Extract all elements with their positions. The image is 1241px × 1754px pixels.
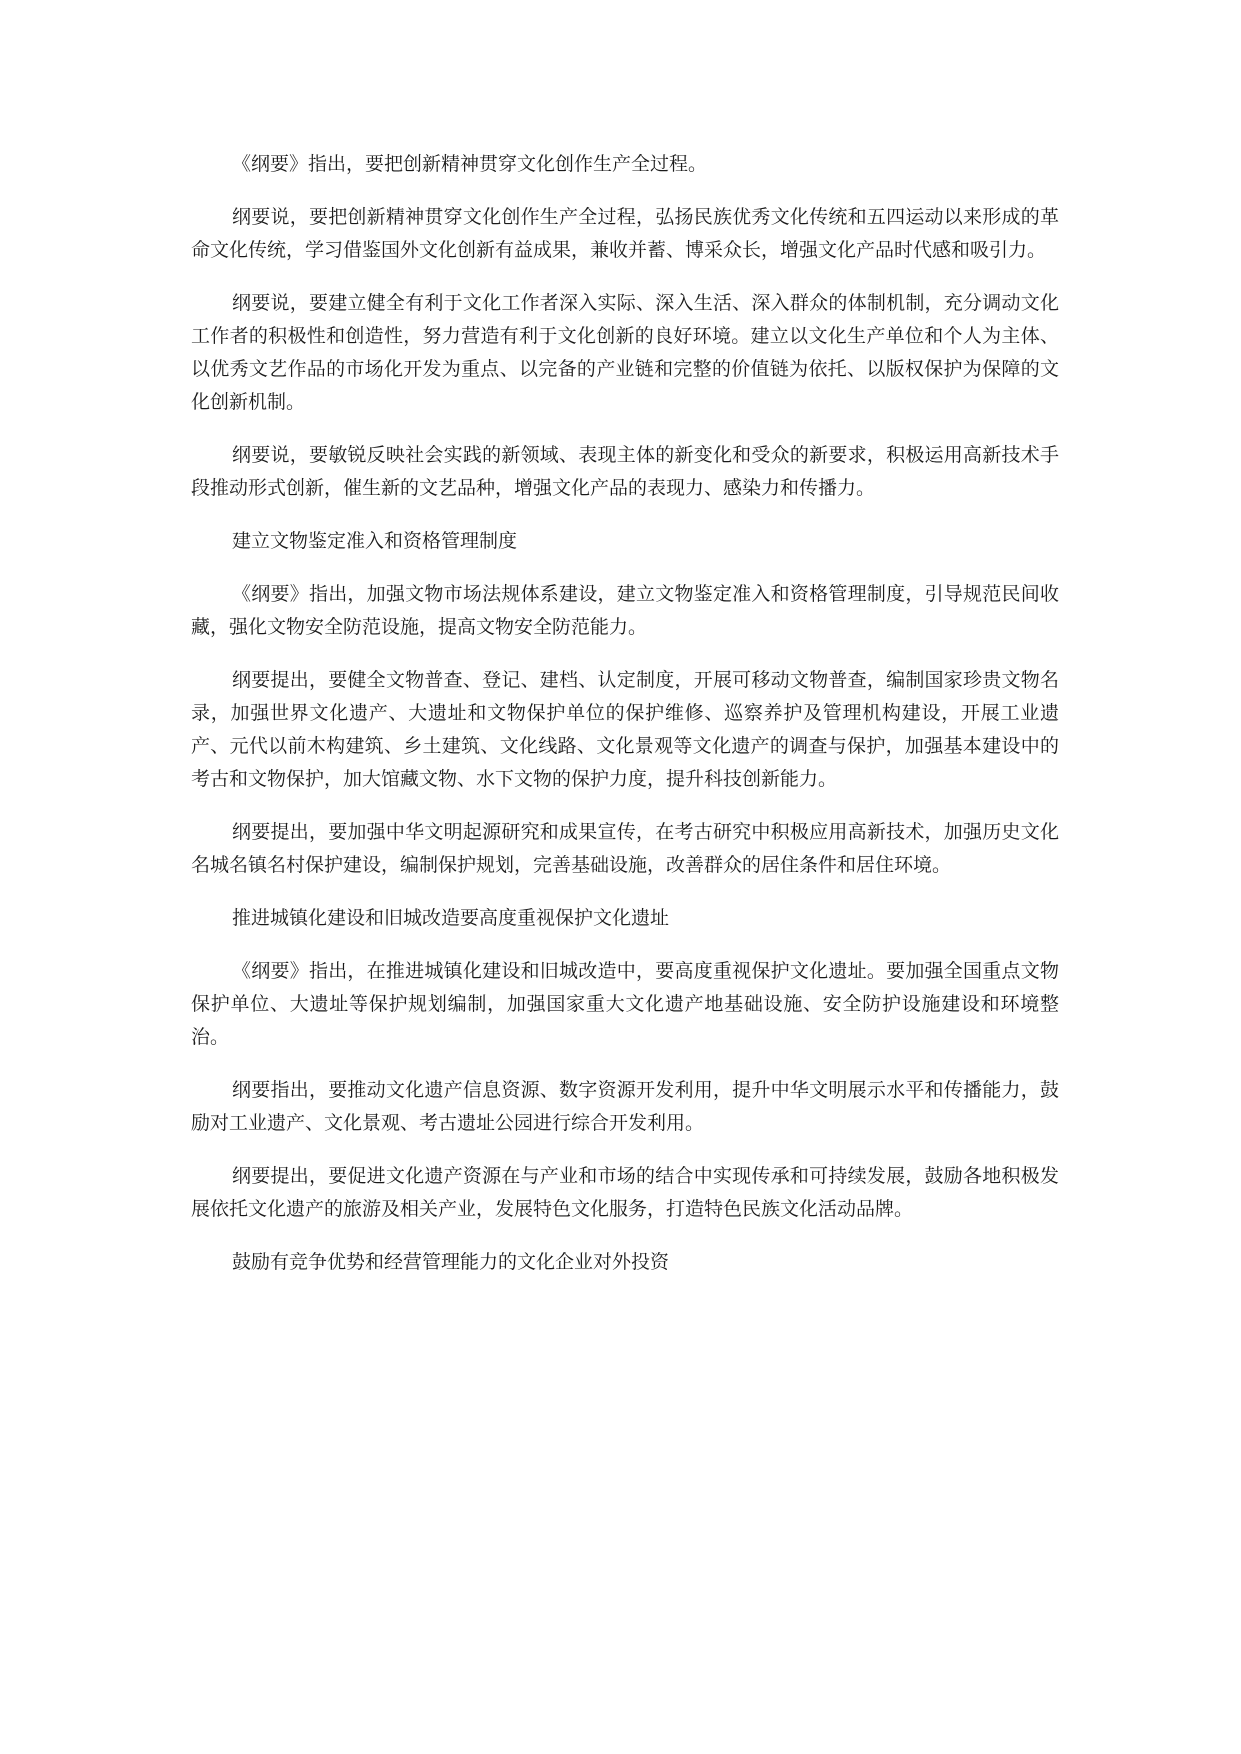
paragraph: 纲要提出，要健全文物普查、登记、建档、认定制度，开展可移动文物普查，编制国家珍贵文物名录，加强世界文化遗产、大遗址和文物保护单位的保护维修、巡察养护及管理机构建设，开展工业遗产、元代以前木构建筑、乡土建筑、文化线路、文化景观等文化遗产的调查与保护，加强基本建设中的考古和文物保护，加大馆藏文物、水下文物的保护力度，提升科技创新能力。: [191, 669, 1059, 790]
paragraph: 《纲要》指出，要把创新精神贯穿文化创作生产全过程。: [232, 153, 708, 175]
paragraph: 纲要说，要敏锐反映社会实践的新领域、表现主体的新变化和受众的新要求，积极运用高新技术手段推动形式创新，催生新的文艺品种，增强文化产品的表现力、感染力和传播力。: [191, 444, 1059, 499]
section-heading: 建立文物鉴定准入和资格管理制度: [232, 530, 518, 552]
paragraph: 纲要提出，要加强中华文明起源研究和成果宣传，在考古研究中积极应用高新技术，加强历史文化名城名镇名村保护建设，编制保护规划，完善基础设施，改善群众的居住条件和居住环境。: [191, 821, 1059, 876]
paragraph: 纲要指出，要推动文化遗产信息资源、数字资源开发利用，提升中华文明展示水平和传播能力，鼓励对工业遗产、文化景观、考古遗址公园进行综合开发利用。: [191, 1079, 1059, 1134]
section-heading: 推进城镇化建设和旧城改造要高度重视保护文化遗址: [232, 907, 670, 929]
paragraph: 纲要说，要建立健全有利于文化工作者深入实际、深入生活、深入群众的体制机制，充分调动文化工作者的积极性和创造性，努力营造有利于文化创新的良好环境。建立以文化生产单位和个人为主体、以优秀文艺作品的市场化开发为重点、以完备的产业链和完整的价值链为依托、以版权保护为保障的文化创新机制。: [191, 292, 1059, 413]
document-body: [191, 148, 1059, 1299]
paragraph: 纲要说，要把创新精神贯穿文化创作生产全过程，弘扬民族优秀文化传统和五四运动以来形成的革命文化传统，学习借鉴国外文化创新有益成果，兼收并蓄、博采众长，增强文化产品时代感和吸引力。: [191, 206, 1059, 261]
paragraph: 《纲要》指出，加强文物市场法规体系建设，建立文物鉴定准入和资格管理制度，引导规范民间收藏，强化文物安全防范设施，提高文物安全防范能力。: [191, 583, 1059, 638]
paragraph: 纲要提出，要促进文化遗产资源在与产业和市场的结合中实现传承和可持续发展，鼓励各地积极发展依托文化遗产的旅游及相关产业，发展特色文化服务，打造特色民族文化活动品牌。: [191, 1165, 1059, 1220]
paragraph: 《纲要》指出，在推进城镇化建设和旧城改造中，要高度重视保护文化遗址。要加强全国重点文物保护单位、大遗址等保护规划编制，加强国家重大文化遗产地基础设施、安全防护设施建设和环境整治。: [191, 960, 1059, 1048]
section-heading: 鼓励有竞争优势和经营管理能力的文化企业对外投资: [232, 1251, 670, 1273]
